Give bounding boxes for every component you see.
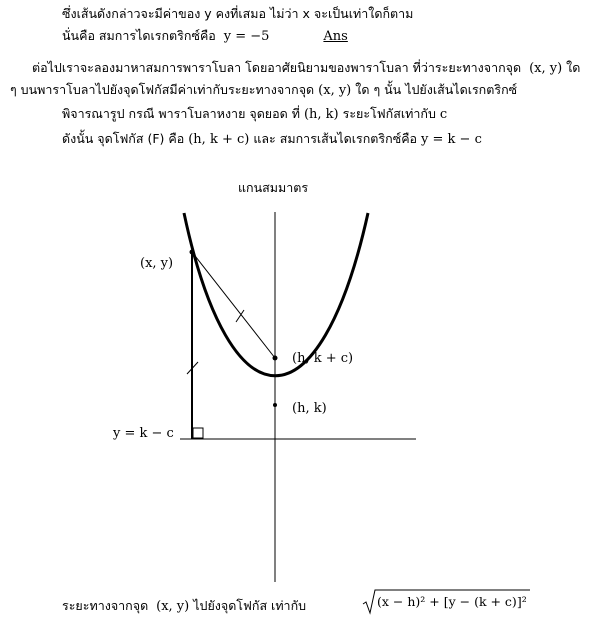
line-3-text-a: ต่อไปเราจะลองมาหาสมการพาราโบลา โดยอาศัยนิยามของพาราโบลา ที่ว่าระยะทางจากจุด: [32, 60, 522, 75]
answer-label: Ans: [323, 29, 348, 44]
focus-point: [273, 356, 278, 361]
bottom-point: (x, y): [156, 599, 190, 614]
line-4-text-b: ใด ๆ นั้น ไปยังเส้นไดเรกตริกซ์: [355, 82, 518, 97]
distance-formula: [362, 588, 532, 618]
vertex-point: [273, 403, 277, 407]
line-1-text: ซึ่งเส้นดังกล่าวจะมีค่าของ y คงที่เสมอ ไม่ว่า x จะเป็นเท่าใดก็ตาม: [62, 6, 414, 21]
line-2-equation: y = −5: [223, 29, 270, 44]
tick-mark-focus-segment: [236, 310, 244, 322]
line-6-text-a: ดังนั้น จุดโฟกัส (F) คือ: [62, 131, 185, 146]
line-2-text: นั่นคือ สมการไดเรกตริกซ์คือ: [62, 28, 216, 43]
line-6-text-b: และ สมการเส้นไดเรกตริกซ์คือ: [253, 131, 418, 146]
bottom-text-line: [62, 598, 306, 615]
line-5-text-a: พิจารณารูป กรณี พาราโบลาหงาย จุดยอด ที่: [62, 106, 300, 121]
right-angle-marker: [193, 428, 203, 438]
line-4-point: (x, y): [318, 83, 352, 98]
line-4-text-a: ๆ บนพาราโบลาไปยังจุดโฟกัสมีค่าเท่ากับระยะทางจากจุด: [10, 82, 315, 97]
radicand: (x − h)² + [y − (k + c)]²: [377, 594, 527, 609]
directrix-label: y = k − c: [113, 426, 174, 441]
bottom-text-b: ไปยังจุดโฟกัส เท่ากับ: [193, 598, 307, 613]
line-5-text-b: ระยะโฟกัสเท่ากับ: [342, 106, 436, 121]
axis-title: แกนสมมาตร: [238, 180, 309, 195]
point-label: (x, y): [140, 256, 174, 271]
line-3-text-b: ใด: [566, 60, 581, 75]
point-to-focus-segment: [192, 252, 275, 358]
point-on-parabola: [190, 250, 195, 255]
line-6-equation: y = k − c: [421, 132, 482, 147]
line-6-focus: (h, k + c): [188, 132, 250, 147]
focus-label: (h, k + c): [292, 351, 354, 366]
bottom-text-a: ระยะทางจากจุด: [62, 598, 149, 613]
line-3-point: (x, y): [529, 61, 563, 76]
line-5-c: c: [439, 107, 448, 122]
vertex-label: (h, k): [292, 401, 327, 416]
line-5-point: (h, k): [303, 107, 339, 122]
